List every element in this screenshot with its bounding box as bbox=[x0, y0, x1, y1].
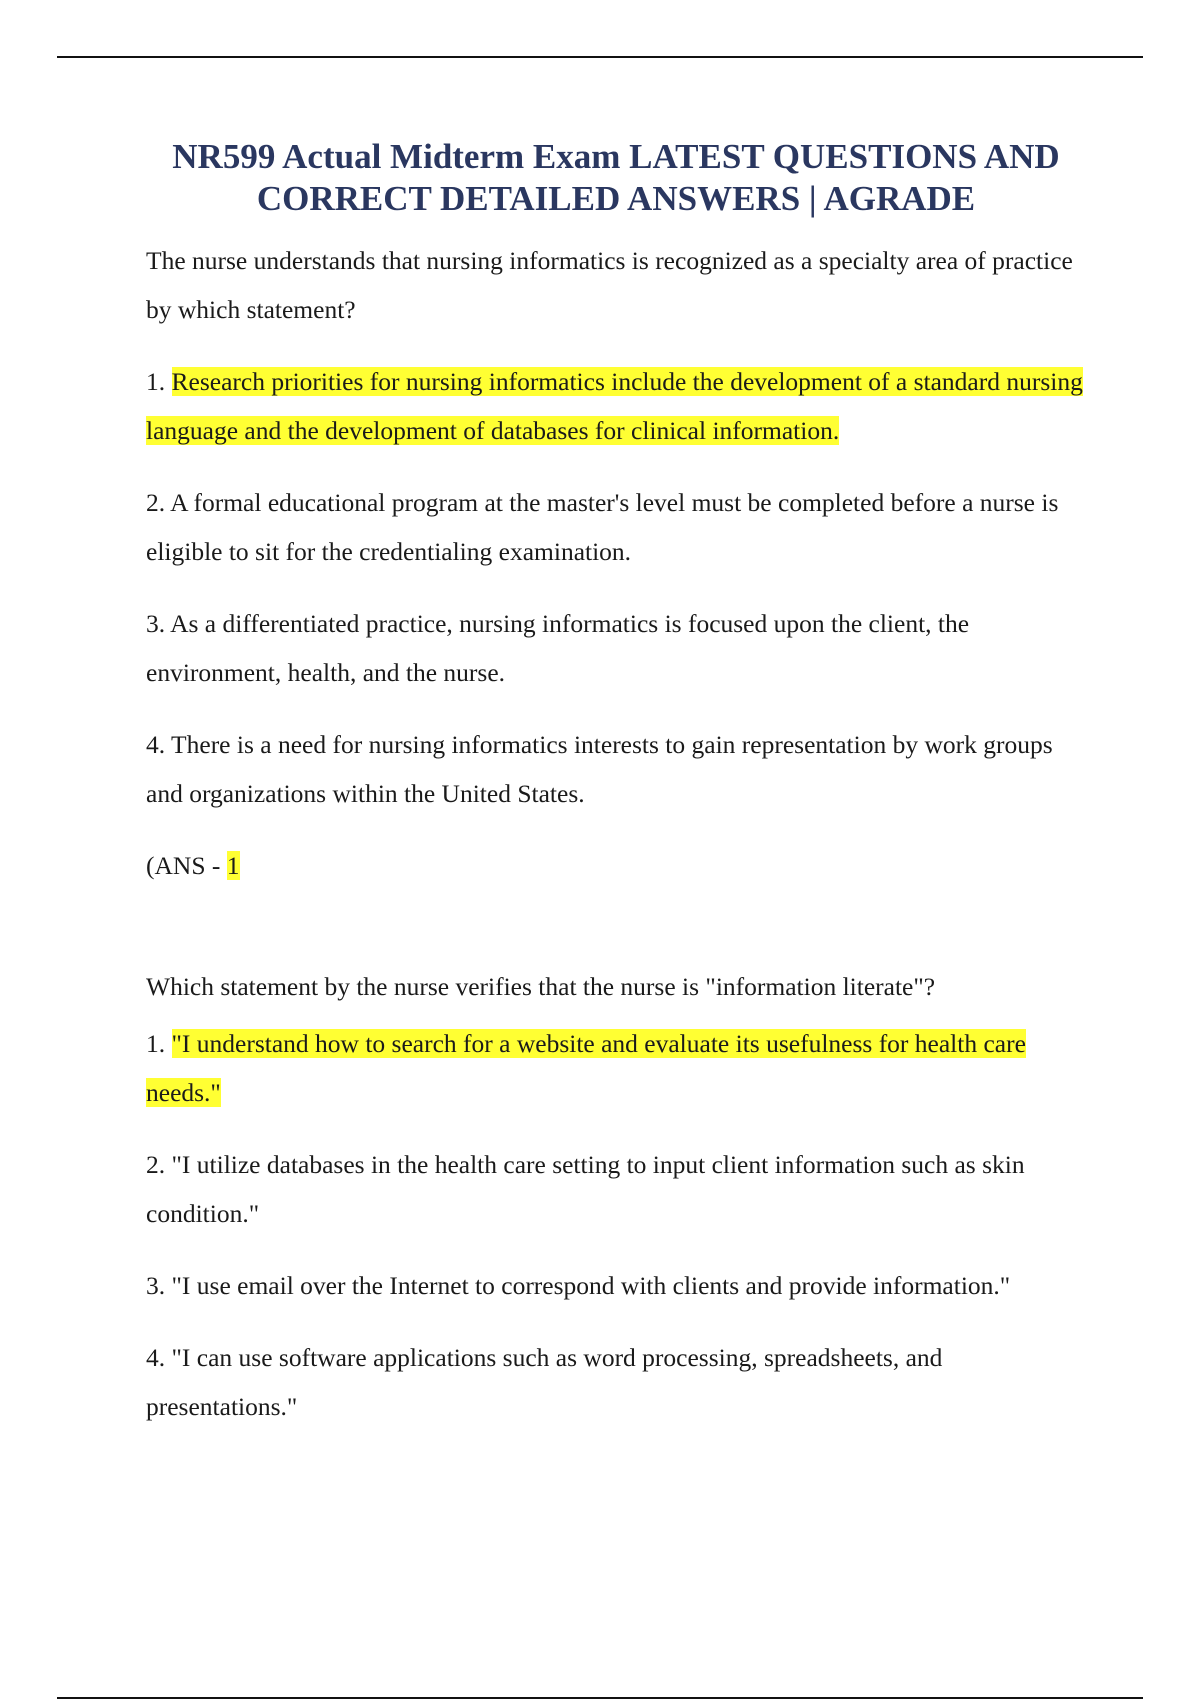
question-2-option-2 bbox=[146, 1140, 1086, 1238]
title-line-1: NR599 Actual Midterm Exam LATEST QUESTIONS AND bbox=[172, 137, 1060, 176]
option-text: "I utilize databases in the health care setting to input client information such as skin condition." bbox=[146, 1150, 1025, 1228]
question-2 bbox=[146, 962, 1086, 1431]
option-text: A formal educational program at the master's level must be completed before a nurse is eligible to sit for the credentialing examination. bbox=[146, 488, 1059, 566]
option-number: 3. bbox=[146, 1271, 172, 1300]
option-number: 1. bbox=[146, 367, 172, 396]
question-1-option-3 bbox=[146, 599, 1086, 697]
document-page bbox=[146, 136, 1086, 1454]
option-text: As a differentiated practice, nursing informatics is focused upon the client, the environment, health, and the nurse. bbox=[146, 609, 970, 687]
bottom-rule bbox=[57, 1697, 1143, 1699]
question-1-option-2 bbox=[146, 478, 1086, 576]
option-number: 2. bbox=[146, 1150, 172, 1179]
option-number: 2. bbox=[146, 488, 171, 517]
option-text-highlighted: "I understand how to search for a website and evaluate its usefulness for health care needs." bbox=[146, 1029, 1026, 1107]
question-1-option-1 bbox=[146, 357, 1086, 455]
option-text-highlighted: Research priorities for nursing informatics include the development of a standard nursing language and the development of databases for clinical information. bbox=[146, 367, 1083, 445]
answer-prefix: (ANS - bbox=[146, 851, 227, 880]
question-2-option-3 bbox=[146, 1261, 1086, 1310]
question-2-option-1 bbox=[146, 1019, 1086, 1117]
question-2-option-4 bbox=[146, 1333, 1086, 1431]
question-1 bbox=[146, 236, 1086, 890]
option-number: 3. bbox=[146, 609, 171, 638]
top-rule bbox=[57, 56, 1143, 58]
section-spacer bbox=[146, 890, 1086, 962]
question-1-text: The nurse understands that nursing informatics is recognized as a specialty area of practice by which statement? bbox=[146, 246, 1073, 324]
option-text: "I use email over the Internet to correspond with clients and provide information." bbox=[171, 1271, 1011, 1300]
question-1-option-4 bbox=[146, 720, 1086, 818]
option-text: "I can use software applications such as word processing, spreadsheets, and presentations." bbox=[146, 1343, 943, 1421]
option-text: There is a need for nursing informatics interests to gain representation by work groups and organizations within the United States. bbox=[146, 730, 1053, 808]
document-title bbox=[146, 136, 1086, 220]
answer-value: 1 bbox=[226, 851, 240, 880]
question-1-answer bbox=[146, 841, 1086, 890]
title-line-2: CORRECT DETAILED ANSWERS | AGRADE bbox=[256, 179, 976, 218]
question-2-text: Which statement by the nurse verifies that the nurse is "information literate"? bbox=[146, 972, 936, 1001]
option-number: 4. bbox=[146, 730, 172, 759]
option-number: 1. bbox=[146, 1029, 172, 1058]
option-number: 4. bbox=[146, 1343, 172, 1372]
